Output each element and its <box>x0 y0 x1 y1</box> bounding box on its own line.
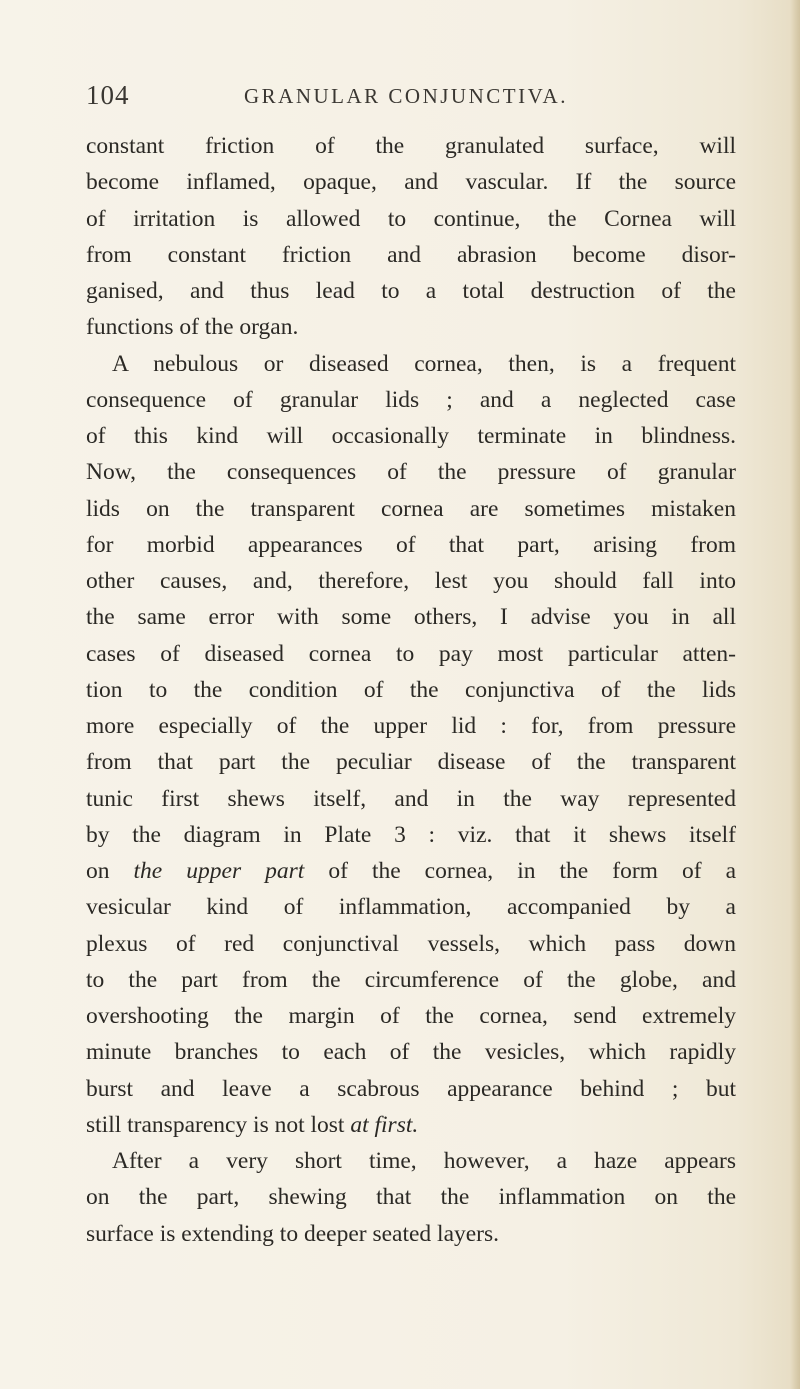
text-line: tion to the condition of the conjunctiva of the lids <box>86 676 736 703</box>
text-line: on the part, shewing that the inflammation on the <box>86 1184 736 1211</box>
text-line: cases of diseased cornea to pay most particular atten- <box>86 640 736 667</box>
text-line: constant friction of the granulated surface, will <box>86 133 736 159</box>
text-line: of irritation is allowed to continue, the Cornea will <box>86 205 736 232</box>
text-line: for morbid appearances of that part, arising from <box>86 531 736 558</box>
italic-phrase: at first. <box>350 1111 419 1138</box>
body-text <box>86 128 736 1252</box>
text-line: plexus of red conjunctival vessels, which pass down <box>86 930 736 957</box>
text-line: vesicular kind of inflammation, accompanied by a <box>86 894 736 921</box>
text-segment: still transparency is not lost <box>86 1111 351 1138</box>
text-line: from constant friction and abrasion become disor- <box>86 241 736 268</box>
text-line-with-italic <box>86 853 736 889</box>
text-line: from that part the peculiar disease of the transparent <box>86 749 736 776</box>
text-segment: of the cornea, in the form of a <box>304 858 737 884</box>
text-line: A nebulous or diseased cornea, then, is a frequent <box>112 350 736 377</box>
text-line: After a very short time, however, a haze appears <box>112 1148 736 1174</box>
text-line: the same error with some others, I advise you in all <box>86 604 736 631</box>
text-line: surface is extending to deeper seated layers. <box>86 1220 500 1247</box>
italic-phrase: the upper part <box>133 858 305 884</box>
text-line: functions of the organ. <box>86 314 299 341</box>
text-line: Now, the consequences of the pressure of granular <box>86 459 736 486</box>
text-line: tunic first shews itself, and in the way represented <box>86 785 736 812</box>
text-line: become inflamed, opaque, and vascular. If the source <box>86 169 736 196</box>
page-edge-shadow <box>790 0 800 1389</box>
text-line: overshooting the margin of the cornea, send extremely <box>86 1003 736 1029</box>
text-line: lids on the transparent cornea are sometimes mistaken <box>86 495 736 522</box>
text-line: to the part from the circumference of the globe, and <box>86 966 736 993</box>
text-segment: on <box>86 858 134 884</box>
text-line: by the diagram in Plate 3 : viz. that it shews itself <box>86 821 736 848</box>
text-line: more especially of the upper lid : for, from pressure <box>86 713 736 739</box>
page-number: 104 <box>86 80 130 110</box>
text-line: other causes, and, therefore, lest you should fall into <box>86 568 736 594</box>
text-line: consequence of granular lids ; and a neglected case <box>86 386 736 413</box>
text-line: burst and leave a scabrous appearance behind ; but <box>86 1075 736 1102</box>
text-line-with-italic <box>86 1107 736 1143</box>
running-head: GRANULAR CONJUNCTIVA. <box>244 84 568 108</box>
text-line: ganised, and thus lead to a total destruction of the <box>86 278 736 304</box>
text-line: of this kind will occasionally terminate in blindness. <box>86 423 736 449</box>
text-line: minute branches to each of the vesicles, which rapidly <box>86 1039 736 1066</box>
